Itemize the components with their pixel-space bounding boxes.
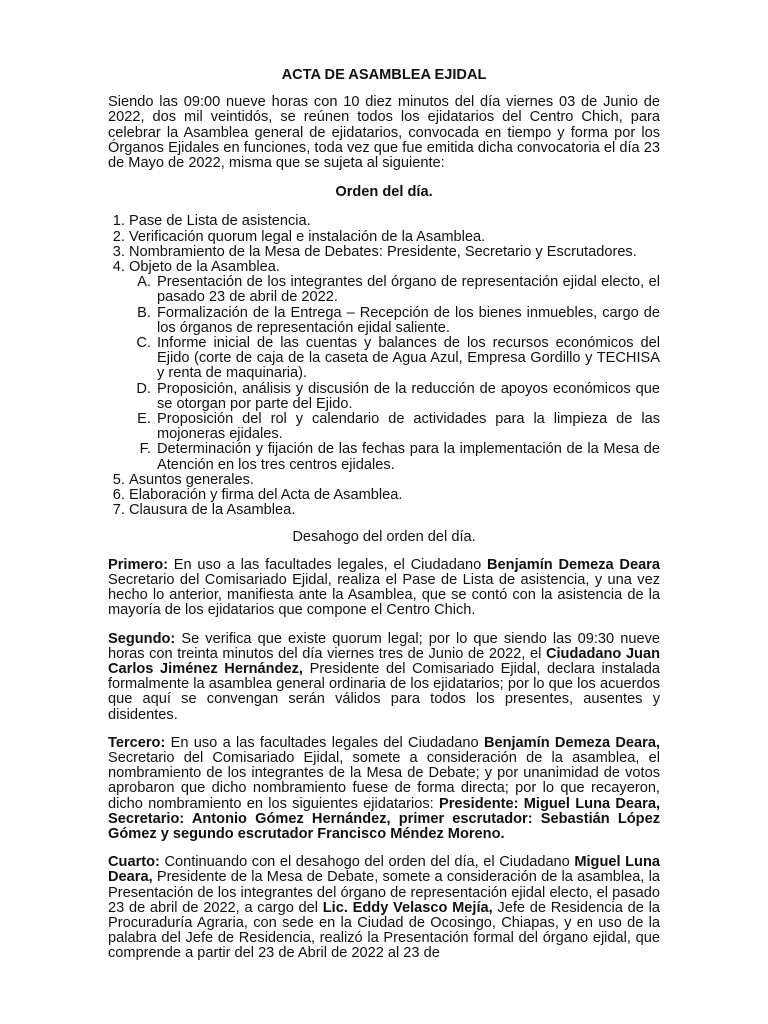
agenda-heading: Orden del día.: [335, 184, 433, 201]
tercero-label: Tercero:: [108, 734, 166, 751]
tercero-text-1: En uso a las facultades legales del Ciudadano: [165, 734, 484, 751]
agenda-subitem-c: C. Informe inicial de las cuentas y balances de los recursos económicos del Ejido (corte de caja de la caseta de Agua Azul, Empresa Gordillo y TECHISA y renta de maquinaria).: [155, 336, 660, 382]
agenda-item-4-label: Objeto de la Asamblea.: [129, 259, 280, 276]
agenda-subitem-d: D. Proposición, análisis y discusión de la reducción de apoyos económicos que se otorgan por parte del Ejido.: [155, 382, 660, 412]
segundo-text-2: Presidente del Comisariado Ejidal, declara instalada formalmente la asamblea general ordinaria de los ejidatarios; por lo que los acuerdos que aquí se convengan serán válidos para todos los presentes, ausentes y disidentes.: [108, 660, 660, 723]
agenda-item-5: 5. Asuntos generales.: [129, 473, 660, 488]
primero-paragraph: [108, 558, 660, 619]
cuarto-text-3: Jefe de Residencia de la Procuraduría Agraria, con sede en la Ciudad de Ocosingo, Chiapas, y en uso de la palabra del Jefe de Residencia, realizó la Presentación formal del órgano ejidal, que comprende a partir del 23 de Abril de 2022 al 23 de: [108, 899, 660, 962]
agenda-item-2: 2. Verificación quorum legal e instalación de la Asamblea.: [129, 230, 660, 245]
primero-label: Primero:: [108, 556, 169, 573]
agenda-subitem-e: E. Proposición del rol y calendario de actividades para la limpieza de las mojoneras ejidales.: [155, 412, 660, 442]
segundo-label: Segundo:: [108, 630, 176, 647]
agenda-subitem-f: F. Determinación y fijación de las fechas para la implementación de la Mesa de Atención en los tres centros ejidales.: [155, 442, 660, 472]
agenda-item-3: 3. Nombramiento de la Mesa de Debates: Presidente, Secretario y Escrutadores.: [129, 245, 660, 260]
cuarto-text-1: Continuando con el desahogo del orden del día, el Ciudadano: [159, 854, 575, 871]
cuarto-paragraph: [108, 855, 660, 961]
cuarto-label: Cuarto:: [108, 854, 160, 871]
cuarto-bold-1: Miguel Luna Deara,: [108, 854, 660, 886]
cuarto-bold-2: Lic. Eddy Velasco Mejía,: [322, 899, 493, 916]
agenda-item-1: 1. Pase de Lista de asistencia.: [129, 214, 660, 229]
agenda-subitem-a: A. Presentación de los integrantes del órgano de representación ejidal electo, el pasado 23 de abril de 2022.: [155, 275, 660, 305]
segundo-bold-1: Ciudadano Juan Carlos Jiménez Hernández,: [108, 645, 661, 677]
tercero-paragraph: [108, 736, 660, 842]
intro-paragraph: Siendo las 09:00 nueve horas con 10 diez minutos del día viernes 03 de Junio de 2022, dos mil veintidós, se reúnen todos los ejidatarios del Centro Chich, para celebrar la Asamblea general de ejidatarios, convocada en tiempo y forma por los Órganos Ejidales en funciones, toda vez que fue emitida dicha convocatoria el día 23 de Mayo de 2022, misma que se sujeta al siguiente:: [108, 94, 660, 172]
tercero-text-2: Secretario del Comisariado Ejidal, somete a consideración de la asamblea, el nombramiento de los integrantes de la Mesa de Debate; y por unanimidad de votos aprobaron que dicho nombramiento fuese de forma directa; por lo que recayeron, dicho nombramiento en los siguientes ejidatarios:: [108, 749, 660, 812]
agenda-item-4: [129, 260, 660, 473]
primero-bold-1: Benjamín Demeza Deara: [487, 556, 660, 573]
primero-text-2: Secretario del Comisariado Ejidal, realiza el Pase de Lista de asistencia, y una vez hecho lo anterior, manifiesta ante la Asamblea, que se contó con la asistencia de la mayoría de los ejidatarios que compone el Centro Chich.: [108, 571, 660, 619]
tercero-bold-1: Benjamín Demeza Deara,: [483, 734, 660, 751]
agenda-item-7: 7. Clausura de la Asamblea.: [129, 503, 660, 518]
document-title: ACTA DE ASAMBLEA EJIDAL: [281, 67, 487, 83]
segundo-paragraph: [108, 632, 660, 723]
segundo-text-1: Se verifica que existe quorum legal; por lo que siendo las 09:30 nueve horas con treinta minutos del día viernes tres de Junio de 2022, el: [108, 630, 660, 662]
agenda-item-6: 6. Elaboración y firma del Acta de Asamblea.: [129, 488, 660, 503]
desahogo-heading: Desahogo del orden del día.: [292, 529, 476, 546]
agenda-list: [108, 214, 660, 518]
primero-text-1: En uso a las facultades legales, el Ciudadano: [168, 556, 487, 573]
agenda-subitem-b: B. Formalización de la Entrega – Recepción de los bienes inmuebles, cargo de los órganos de representación ejidal saliente.: [155, 306, 660, 336]
agenda-sublist: [129, 275, 660, 473]
tercero-bold-2: Presidente: Miguel Luna Deara, Secretario: Antonio Gómez Hernández, primer escrutador: Sebastián López Gómez y segundo escrutador Francisco Méndez Moreno.: [108, 795, 660, 842]
cuarto-text-2: Presidente de la Mesa de Debate, somete a consideración de la asamblea, la Presentación de los integrantes del órgano de representación ejidal electo, el pasado 23 de abril de 2022, a cargo del: [108, 869, 660, 916]
